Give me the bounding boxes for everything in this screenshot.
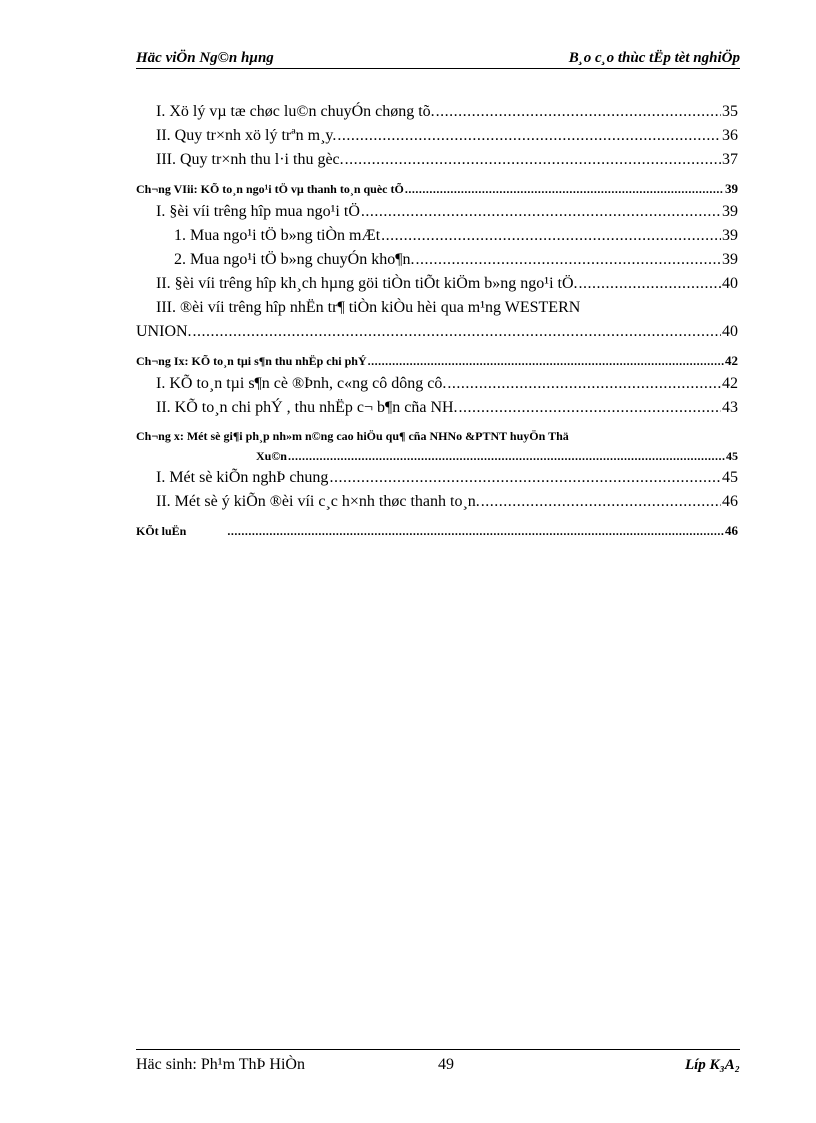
dot-leader (415, 248, 721, 272)
toc-entry-text: III. ®èi víi trêng hîp nhËn tr¶ tiÒn kiÒu hèi qua m¹ng WESTERN (156, 299, 581, 316)
toc-entry[interactable] (136, 396, 738, 420)
dot-leader (579, 272, 721, 296)
dot-leader (447, 372, 721, 396)
page-footer (136, 1049, 740, 1076)
page-header (136, 50, 740, 69)
dot-leader (481, 490, 721, 514)
toc-entry-text: UNION. (136, 323, 192, 340)
dot-leader (193, 320, 721, 344)
toc-entry-text: II. KÕ to¸n chi phÝ , thu nhËp c¬ b¶n cña NH. (156, 399, 458, 416)
toc-page-number: 39 (725, 181, 738, 196)
toc-page-number: 36 (722, 127, 738, 144)
toc-subentry[interactable] (136, 248, 738, 272)
dot-leader (337, 124, 721, 148)
header-institution: Häc viÖn Ng©n hµng (136, 50, 274, 66)
toc-page-number: 37 (722, 151, 738, 168)
toc-entry[interactable] (136, 124, 738, 148)
toc-page-number: 39 (722, 227, 738, 244)
toc-entry-text: I. Xö lý vµ tæ chøc lu©n chuyÓn chøng tõ. (156, 103, 435, 120)
toc-entry[interactable] (136, 272, 738, 296)
footer-class: Líp K₃A₂ (684, 1057, 740, 1073)
toc-entry-text: 1. Mua ngo¹i tÖ b»ng tiÒn mÆt (174, 227, 381, 244)
toc-chapter-9[interactable] (136, 350, 738, 372)
toc-entry-text: I. §èi víi trêng hîp mua ngo¹i tÖ (156, 203, 360, 220)
toc-entry-text: I. Mét sè kiÕn nghÞ chung (156, 469, 329, 486)
toc-entry[interactable] (136, 200, 738, 224)
toc-entry[interactable] (136, 148, 738, 172)
toc-entry[interactable] (136, 466, 738, 490)
toc-entry-text: II. Quy tr×nh xö lý trªn m¸y. (156, 127, 337, 144)
toc-entry[interactable] (136, 372, 738, 396)
dot-leader (381, 224, 721, 248)
toc-entry[interactable] (136, 490, 738, 514)
toc-chapter-8[interactable] (136, 178, 738, 200)
dot-leader (459, 396, 721, 420)
dot-leader (288, 446, 725, 466)
toc-page-number: 45 (726, 449, 738, 463)
toc-page-number: 35 (722, 103, 738, 120)
toc-subentry[interactable] (136, 224, 738, 248)
header-report-title: B¸o c¸o thùc tËp tèt nghiÖp (568, 50, 740, 66)
dot-leader (329, 466, 721, 490)
toc-page-number: 40 (722, 323, 738, 340)
footer-student: Häc sinh: Ph¹m ThÞ HiÒn (136, 1056, 305, 1073)
toc-chapter-10-cont[interactable] (136, 446, 738, 466)
chapter-title: Xu©n (256, 449, 287, 463)
conclusion-title: KÕt luËn (136, 524, 187, 538)
dot-leader (227, 520, 724, 542)
toc-page-number: 42 (725, 353, 738, 368)
footer-page-number: 49 (438, 1056, 454, 1073)
toc-page-number: 39 (722, 203, 738, 220)
dot-leader (436, 100, 721, 124)
toc-entry-text: II. §èi víi trêng hîp kh¸ch hµng göi tiÒn tiÕt kiÖm b»ng ngo¹i tÖ. (156, 275, 578, 292)
toc-page-number: 46 (722, 493, 738, 510)
toc-chapter-10[interactable] (136, 426, 738, 446)
toc-entry-text: III. Quy tr×nh thu l·i thu gèc. (156, 151, 344, 168)
toc-page-number: 40 (722, 275, 738, 292)
toc-page-number: 46 (725, 523, 738, 538)
chapter-title: Ch¬ng VIii: KÕ to¸n ngo¹i tÖ vµ thanh to¸n quèc tÕ (136, 182, 404, 196)
toc-entry-text: 2. Mua ngo¹i tÖ b»ng chuyÓn kho¶n. (174, 251, 415, 268)
toc-entry-wrapped[interactable] (136, 296, 738, 320)
dot-leader (345, 148, 721, 172)
chapter-title: Ch¬ng Ix: KÕ to¸n tµi s¶n thu nhËp chi phÝ (136, 354, 367, 368)
toc-entry-text: II. Mét sè ý kiÕn ®èi víi c¸c h×nh thøc thanh to¸n. (156, 493, 480, 510)
dot-leader (361, 200, 721, 224)
chapter-title: Ch¬ng x: Mét sè gi¶i ph¸p nh»m n©ng cao hiÖu qu¶ cña NHNo &PTNT huyÖn Thä (136, 429, 569, 443)
toc-conclusion[interactable] (136, 520, 738, 542)
toc-page-number: 42 (722, 375, 738, 392)
dot-leader (368, 350, 724, 372)
toc-entry-wrapped-cont[interactable] (136, 320, 738, 344)
toc-entry-text: I. KÕ to¸n tµi s¶n cè ®Þnh, c«ng cô dông cô. (156, 375, 447, 392)
toc-page-number: 43 (722, 399, 738, 416)
toc-page-number: 39 (722, 251, 738, 268)
toc-page-number: 45 (722, 469, 738, 486)
toc-entry[interactable] (136, 100, 738, 124)
table-of-contents (136, 100, 738, 542)
dot-leader (405, 178, 724, 200)
